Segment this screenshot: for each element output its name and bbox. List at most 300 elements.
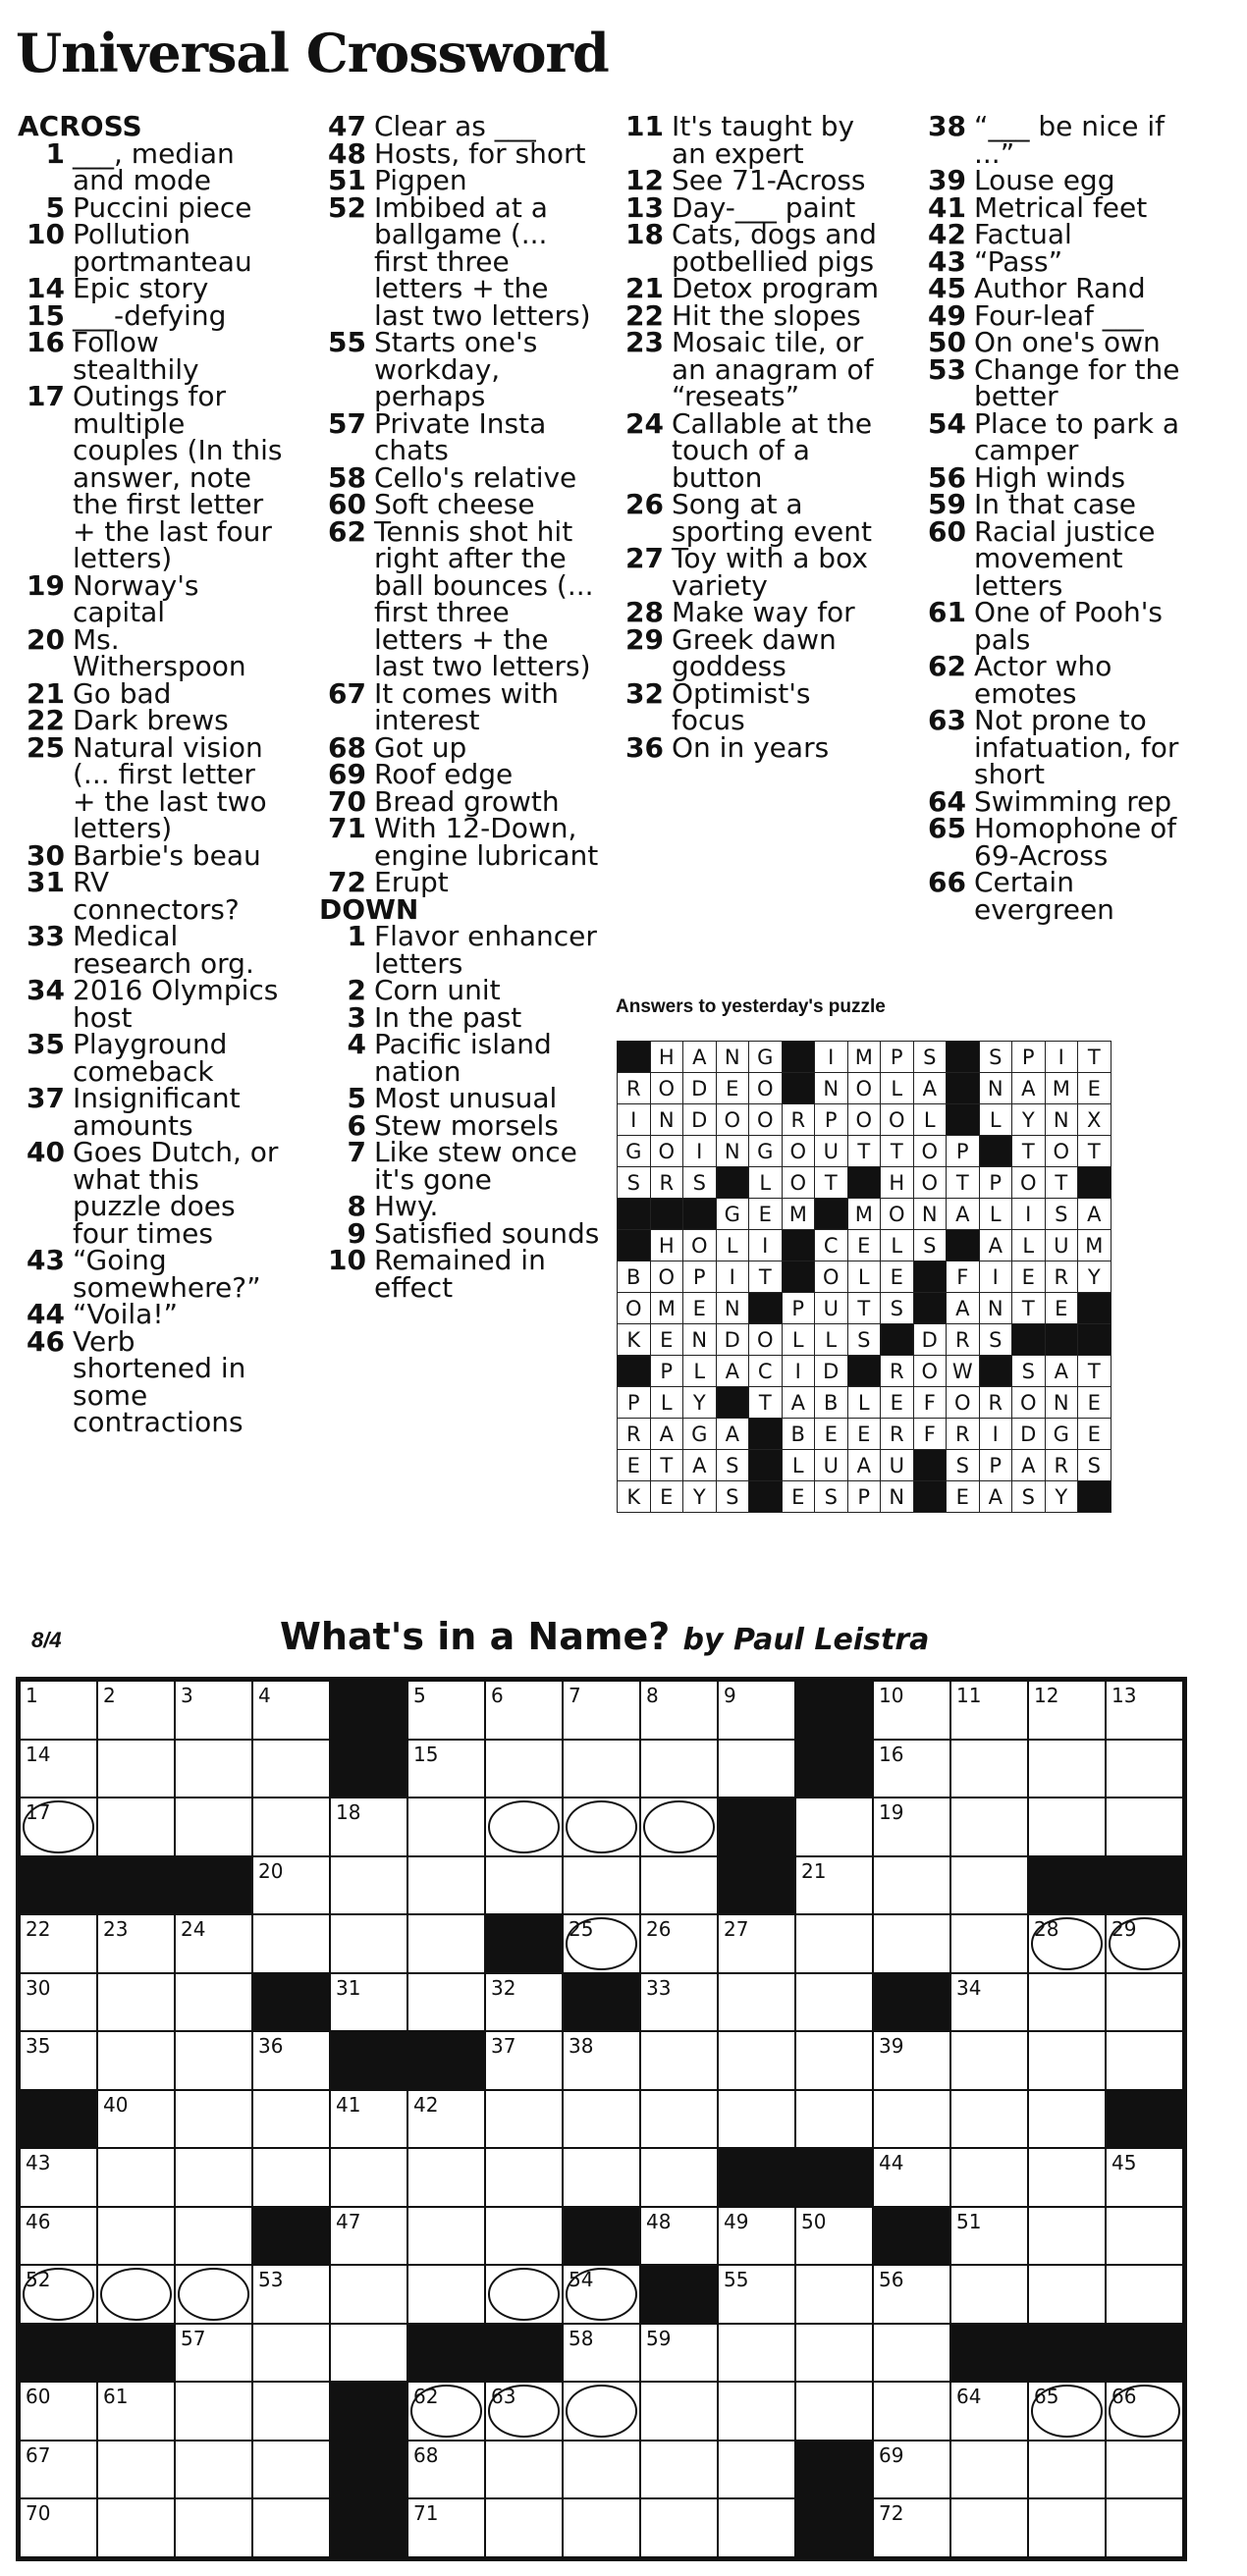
grid-cell[interactable]: [175, 2382, 252, 2441]
grid-cell[interactable]: [718, 2265, 795, 2324]
grid-cell[interactable]: [1106, 2382, 1183, 2441]
answer-cell: S: [1012, 1356, 1046, 1387]
clue-text: High winds: [974, 460, 1126, 494]
grid-cell[interactable]: [718, 2382, 795, 2441]
grid-cell[interactable]: [718, 2441, 795, 2499]
grid-cell[interactable]: [485, 2148, 563, 2207]
clue: [319, 164, 604, 196]
grid-cell[interactable]: [950, 2148, 1028, 2207]
answer-cell: S: [1045, 1199, 1078, 1230]
clue: [319, 110, 604, 142]
answer-cell: K: [618, 1481, 651, 1513]
grid-cell[interactable]: [873, 2148, 950, 2207]
grid-cell[interactable]: [1028, 1740, 1106, 1798]
grid-cell[interactable]: [950, 1973, 1028, 2032]
grid-cell[interactable]: [97, 2265, 175, 2324]
grid-cell[interactable]: [563, 1798, 640, 1856]
grid-cell[interactable]: [485, 2090, 563, 2149]
clue-number: 70: [328, 784, 366, 818]
black-square: [485, 2324, 563, 2383]
grid-cell[interactable]: [640, 2031, 718, 2090]
grid-cell[interactable]: [563, 1856, 640, 1915]
grid-cell[interactable]: [640, 2441, 718, 2499]
grid-cell[interactable]: [97, 2148, 175, 2207]
grid-cell[interactable]: [795, 2090, 873, 2149]
grid-cell[interactable]: [1106, 2207, 1183, 2266]
black-square: [175, 1856, 252, 1915]
grid-cell[interactable]: [20, 1798, 97, 1856]
grid-cell[interactable]: [407, 1973, 485, 2032]
grid-cell[interactable]: [795, 2324, 873, 2383]
grid-cell[interactable]: [175, 2498, 252, 2557]
grid-cell[interactable]: [407, 2090, 485, 2149]
answer-cell: O: [913, 1136, 947, 1167]
grid-cell[interactable]: [20, 2498, 97, 2557]
grid-cell[interactable]: [407, 1681, 485, 1740]
grid-cell[interactable]: [175, 2031, 252, 2090]
grid-cell[interactable]: [485, 1973, 563, 2032]
grid-cell[interactable]: [20, 1740, 97, 1798]
black-square: [795, 2441, 873, 2499]
grid-cell[interactable]: [252, 1914, 330, 1973]
grid-cell[interactable]: [20, 2207, 97, 2266]
clue-number: 46: [27, 1324, 65, 1358]
clue-number: 12: [625, 164, 664, 196]
grid-cell[interactable]: [175, 2207, 252, 2266]
grid-cell[interactable]: [718, 2031, 795, 2090]
answer-cell: W: [947, 1356, 980, 1387]
answer-cell: I: [979, 1419, 1012, 1450]
grid-cell[interactable]: [873, 1798, 950, 1856]
grid-cell[interactable]: [252, 2148, 330, 2207]
grid-cell[interactable]: [1028, 2031, 1106, 2090]
grid-cell[interactable]: [873, 2382, 950, 2441]
grid-cell[interactable]: [407, 1856, 485, 1915]
clue-number: 34: [27, 974, 65, 1006]
grid-cell[interactable]: [252, 1740, 330, 1798]
clue: [319, 1190, 604, 1222]
grid-cell[interactable]: [563, 1914, 640, 1973]
grid-cell[interactable]: [950, 2498, 1028, 2557]
grid-cell[interactable]: [640, 2382, 718, 2441]
clue-text: Certain evergreen: [974, 866, 1114, 926]
grid-cell[interactable]: [407, 2148, 485, 2207]
grid-cell[interactable]: [950, 1681, 1028, 1740]
cell-number: 61: [103, 2385, 129, 2408]
answer-cell: B: [782, 1419, 815, 1450]
crossword-grid[interactable]: [16, 1677, 1187, 2561]
answer-cell: O: [782, 1167, 815, 1199]
grid-cell[interactable]: [20, 2441, 97, 2499]
answer-cell: R: [618, 1419, 651, 1450]
grid-cell[interactable]: [175, 1973, 252, 2032]
cell-number: 48: [646, 2209, 672, 2233]
answer-cell: I: [1012, 1199, 1046, 1230]
grid-cell[interactable]: [950, 1740, 1028, 1798]
clue-number: 35: [27, 1028, 65, 1060]
grid-cell[interactable]: [330, 1973, 407, 2032]
grid-cell[interactable]: [795, 1798, 873, 1856]
clue-text: 2016 Olympics host: [73, 974, 279, 1034]
grid-cell[interactable]: [252, 1856, 330, 1915]
clue-text: Not prone to infatuation, for short: [974, 704, 1179, 790]
grid-cell[interactable]: [950, 1856, 1028, 1915]
grid-cell[interactable]: [485, 1856, 563, 1915]
grid-cell[interactable]: [873, 2031, 950, 2090]
grid-cell[interactable]: [563, 1740, 640, 1798]
grid-cell[interactable]: [330, 2148, 407, 2207]
grid-cell[interactable]: [795, 1973, 873, 2032]
answer-cell: N: [650, 1104, 683, 1136]
grid-cell[interactable]: [1106, 2148, 1183, 2207]
answer-cell: T: [650, 1450, 683, 1481]
clue: [919, 164, 1214, 196]
grid-cell[interactable]: [795, 1914, 873, 1973]
grid-cell[interactable]: [718, 2090, 795, 2149]
grid-cell[interactable]: [175, 1740, 252, 1798]
grid-cell[interactable]: [563, 1681, 640, 1740]
grid-cell[interactable]: [1106, 1914, 1183, 1973]
grid-cell[interactable]: [407, 1740, 485, 1798]
grid-cell[interactable]: [407, 2265, 485, 2324]
grid-cell[interactable]: [1028, 1973, 1106, 2032]
answer-cell: S: [947, 1450, 980, 1481]
grid-cell[interactable]: [563, 2324, 640, 2383]
answer-cell: G: [749, 1042, 783, 1073]
cell-number: 38: [569, 2034, 594, 2058]
grid-cell[interactable]: [97, 2031, 175, 2090]
clue: [18, 136, 283, 196]
grid-cell[interactable]: [1106, 2498, 1183, 2557]
clue-number: 51: [328, 164, 366, 196]
black-square: [718, 1798, 795, 1856]
clue: [319, 974, 604, 1006]
clue: [18, 1028, 283, 1088]
grid-cell[interactable]: [873, 1681, 950, 1740]
grid-cell[interactable]: [563, 2031, 640, 2090]
answer-cell: T: [749, 1387, 783, 1419]
grid-cell[interactable]: [1106, 2031, 1183, 2090]
answer-black-cell: [847, 1356, 881, 1387]
grid-cell[interactable]: [330, 1798, 407, 1856]
grid-cell[interactable]: [175, 2148, 252, 2207]
grid-cell[interactable]: [873, 2265, 950, 2324]
grid-cell[interactable]: [330, 2324, 407, 2383]
grid-cell[interactable]: [873, 2324, 950, 2383]
grid-cell[interactable]: [252, 2441, 330, 2499]
grid-cell[interactable]: [485, 2265, 563, 2324]
grid-cell[interactable]: [640, 1973, 718, 2032]
cell-number: 69: [879, 2442, 904, 2467]
answer-cell: B: [618, 1261, 651, 1293]
grid-cell[interactable]: [407, 2207, 485, 2266]
grid-cell[interactable]: [718, 2498, 795, 2557]
grid-cell[interactable]: [330, 1914, 407, 1973]
grid-cell[interactable]: [252, 1798, 330, 1856]
grid-cell[interactable]: [718, 1914, 795, 1973]
grid-cell[interactable]: [252, 2498, 330, 2557]
black-square: [795, 1740, 873, 1798]
clue: [919, 406, 1214, 466]
grid-cell[interactable]: [20, 2148, 97, 2207]
clue-text: In the past: [374, 1000, 522, 1034]
grid-cell[interactable]: [950, 2265, 1028, 2324]
clue-text: On one's own: [974, 326, 1161, 358]
grid-cell[interactable]: [640, 2498, 718, 2557]
grid-cell[interactable]: [252, 2031, 330, 2090]
clue-text: Cats, dogs and potbellied pigs: [672, 218, 877, 278]
clue: [919, 298, 1214, 332]
grid-cell[interactable]: [252, 2382, 330, 2441]
grid-cell[interactable]: [97, 1740, 175, 1798]
answer-cell: U: [881, 1450, 914, 1481]
grid-cell[interactable]: [485, 2031, 563, 2090]
clue: [319, 136, 604, 170]
grid-cell[interactable]: [640, 1681, 718, 1740]
answer-cell: O: [847, 1073, 881, 1104]
grid-cell[interactable]: [252, 2324, 330, 2383]
grid-cell[interactable]: [20, 2382, 97, 2441]
grid-cell[interactable]: [485, 1740, 563, 1798]
answer-cell: Y: [1012, 1104, 1046, 1136]
clue: [919, 272, 1214, 304]
answer-cell: E: [881, 1261, 914, 1293]
grid-cell[interactable]: [1028, 2207, 1106, 2266]
answer-cell: L: [1012, 1230, 1046, 1261]
answer-cell: P: [618, 1387, 651, 1419]
grid-cell[interactable]: [407, 1798, 485, 1856]
grid-cell[interactable]: [718, 2207, 795, 2266]
answer-cell: A: [1078, 1199, 1111, 1230]
clue-text: Pollution portmanteau: [73, 218, 252, 278]
clue-number: 38: [928, 110, 966, 142]
grid-cell[interactable]: [563, 2441, 640, 2499]
answer-cell: E: [749, 1199, 783, 1230]
grid-cell[interactable]: [97, 1681, 175, 1740]
grid-cell[interactable]: [485, 1681, 563, 1740]
grid-cell[interactable]: [175, 1914, 252, 1973]
clue: [919, 110, 1214, 170]
grid-cell[interactable]: [1028, 2441, 1106, 2499]
grid-cell[interactable]: [330, 1856, 407, 1915]
grid-cell[interactable]: [485, 2441, 563, 2499]
grid-cell[interactable]: [950, 2031, 1028, 2090]
grid-cell[interactable]: [563, 2265, 640, 2324]
grid-cell[interactable]: [640, 1914, 718, 1973]
answer-cell: N: [683, 1324, 717, 1356]
answer-cell: T: [1012, 1136, 1046, 1167]
cell-number: 59: [646, 2326, 672, 2350]
grid-cell[interactable]: [718, 1740, 795, 1798]
clue: [617, 218, 882, 278]
grid-cell[interactable]: [640, 2207, 718, 2266]
answer-black-cell: [979, 1356, 1012, 1387]
clue-text: Swimming rep: [974, 784, 1172, 818]
clue-number: 37: [27, 1082, 65, 1114]
puzzle-name: What's in a Name?: [280, 1615, 671, 1658]
grid-cell[interactable]: [1028, 1914, 1106, 1973]
grid-cell[interactable]: [718, 1681, 795, 1740]
grid-cell[interactable]: [718, 2324, 795, 2383]
grid-cell[interactable]: [175, 2265, 252, 2324]
cell-number: 37: [491, 2034, 516, 2058]
clue-text: Homophone of 69-Across: [974, 812, 1177, 872]
clue-column-3: [617, 110, 882, 764]
answer-cell: M: [1078, 1230, 1111, 1261]
grid-cell[interactable]: [97, 2207, 175, 2266]
grid-cell[interactable]: [97, 2498, 175, 2557]
grid-cell[interactable]: [1106, 1798, 1183, 1856]
answer-cell: O: [683, 1230, 717, 1261]
grid-cell[interactable]: [97, 2441, 175, 2499]
grid-cell[interactable]: [640, 2148, 718, 2207]
grid-cell[interactable]: [1028, 2382, 1106, 2441]
grid-cell[interactable]: [640, 1740, 718, 1798]
grid-cell[interactable]: [252, 2090, 330, 2149]
grid-cell[interactable]: [950, 2207, 1028, 2266]
clue-number: 27: [625, 542, 664, 574]
answer-cell: H: [881, 1167, 914, 1199]
grid-cell[interactable]: [97, 1914, 175, 1973]
answer-cell: M: [847, 1199, 881, 1230]
grid-cell[interactable]: [950, 1914, 1028, 1973]
cell-number: 27: [724, 1917, 749, 1941]
grid-cell[interactable]: [1106, 1681, 1183, 1740]
grid-cell[interactable]: [1028, 2148, 1106, 2207]
answer-cell: S: [815, 1481, 848, 1513]
grid-cell[interactable]: [252, 2265, 330, 2324]
grid-cell[interactable]: [795, 2265, 873, 2324]
grid-cell[interactable]: [1028, 2265, 1106, 2324]
grid-cell[interactable]: [20, 1681, 97, 1740]
cell-number: 6: [491, 1684, 504, 1707]
grid-cell[interactable]: [950, 1798, 1028, 1856]
grid-cell[interactable]: [330, 2207, 407, 2266]
grid-cell[interactable]: [97, 1973, 175, 2032]
grid-cell[interactable]: [330, 2090, 407, 2149]
grid-cell[interactable]: [330, 2265, 407, 2324]
grid-cell[interactable]: [640, 2090, 718, 2149]
grid-cell[interactable]: [950, 2382, 1028, 2441]
clue: [319, 784, 604, 818]
grid-cell[interactable]: [97, 2090, 175, 2149]
clue-number: 17: [27, 380, 65, 412]
grid-cell[interactable]: [175, 2090, 252, 2149]
clue: [617, 298, 882, 332]
grid-cell[interactable]: [407, 1914, 485, 1973]
grid-cell[interactable]: [563, 2382, 640, 2441]
page-title: Universal Crossword: [16, 22, 609, 84]
grid-cell[interactable]: [175, 1681, 252, 1740]
grid-cell[interactable]: [795, 1856, 873, 1915]
cell-number: 25: [569, 1917, 594, 1941]
grid-cell[interactable]: [563, 2498, 640, 2557]
grid-cell[interactable]: [873, 2441, 950, 2499]
grid-cell[interactable]: [873, 2498, 950, 2557]
grid-cell[interactable]: [252, 1681, 330, 1740]
grid-cell[interactable]: [175, 2441, 252, 2499]
answer-grid: [617, 1041, 1111, 1513]
clue-number: 40: [27, 1136, 65, 1168]
cell-number: 41: [336, 2092, 361, 2117]
grid-cell[interactable]: [175, 1798, 252, 1856]
grid-cell[interactable]: [950, 2441, 1028, 2499]
clue: [319, 920, 604, 980]
grid-cell[interactable]: [1028, 1681, 1106, 1740]
answer-cell: I: [782, 1356, 815, 1387]
black-square: [20, 2090, 97, 2149]
grid-cell[interactable]: [1106, 1973, 1183, 2032]
clue-text: “Going somewhere?”: [73, 1244, 261, 1304]
grid-cell[interactable]: [1028, 2498, 1106, 2557]
grid-cell[interactable]: [175, 2324, 252, 2383]
answer-black-cell: [947, 1042, 980, 1073]
grid-cell[interactable]: [563, 2148, 640, 2207]
grid-cell[interactable]: [97, 1798, 175, 1856]
answer-cell: L: [979, 1199, 1012, 1230]
clue-number: 23: [625, 326, 664, 358]
answer-cell: D: [716, 1324, 749, 1356]
grid-cell[interactable]: [20, 2265, 97, 2324]
grid-cell[interactable]: [1106, 2441, 1183, 2499]
down-clue-list-cont: [617, 110, 882, 764]
grid-cell[interactable]: [873, 2090, 950, 2149]
grid-cell[interactable]: [1028, 2090, 1106, 2149]
clue-number: 32: [625, 676, 664, 710]
grid-cell[interactable]: [1106, 2265, 1183, 2324]
grid-cell[interactable]: [485, 2207, 563, 2266]
grid-cell[interactable]: [97, 2382, 175, 2441]
grid-cell[interactable]: [20, 1973, 97, 2032]
grid-cell[interactable]: [1028, 1798, 1106, 1856]
grid-cell[interactable]: [20, 2031, 97, 2090]
clue-number: 3: [347, 1000, 366, 1034]
grid-cell[interactable]: [795, 2031, 873, 2090]
answer-cell: E: [650, 1324, 683, 1356]
grid-cell[interactable]: [640, 2324, 718, 2383]
clue: [617, 406, 882, 494]
clue-text: Follow stealthily: [73, 326, 199, 386]
clue-number: 29: [625, 622, 664, 656]
grid-cell[interactable]: [795, 2207, 873, 2266]
grid-cell[interactable]: [485, 1798, 563, 1856]
grid-cell[interactable]: [485, 2382, 563, 2441]
grid-cell[interactable]: [485, 2498, 563, 2557]
clue-column-4: [919, 110, 1214, 926]
grid-cell[interactable]: [718, 1973, 795, 2032]
answer-black-cell: [947, 1073, 980, 1104]
answer-cell: E: [1078, 1387, 1111, 1419]
answer-cell: F: [947, 1261, 980, 1293]
grid-cell[interactable]: [640, 1856, 718, 1915]
grid-cell[interactable]: [407, 2382, 485, 2441]
grid-cell[interactable]: [795, 2382, 873, 2441]
clue-number: 50: [928, 326, 966, 358]
grid-cell[interactable]: [563, 2090, 640, 2149]
grid-cell[interactable]: [873, 1856, 950, 1915]
answer-black-cell: [815, 1199, 848, 1230]
grid-cell[interactable]: [950, 2090, 1028, 2149]
grid-cell[interactable]: [873, 1914, 950, 1973]
grid-cell[interactable]: [1106, 1740, 1183, 1798]
grid-cell[interactable]: [873, 1740, 950, 1798]
grid-cell[interactable]: [407, 2498, 485, 2557]
grid-cell[interactable]: [20, 1914, 97, 1973]
clue-text: Actor who emotes: [974, 650, 1112, 710]
grid-cell[interactable]: [640, 1798, 718, 1856]
grid-cell[interactable]: [407, 2441, 485, 2499]
clue-text: Go bad: [73, 676, 172, 710]
